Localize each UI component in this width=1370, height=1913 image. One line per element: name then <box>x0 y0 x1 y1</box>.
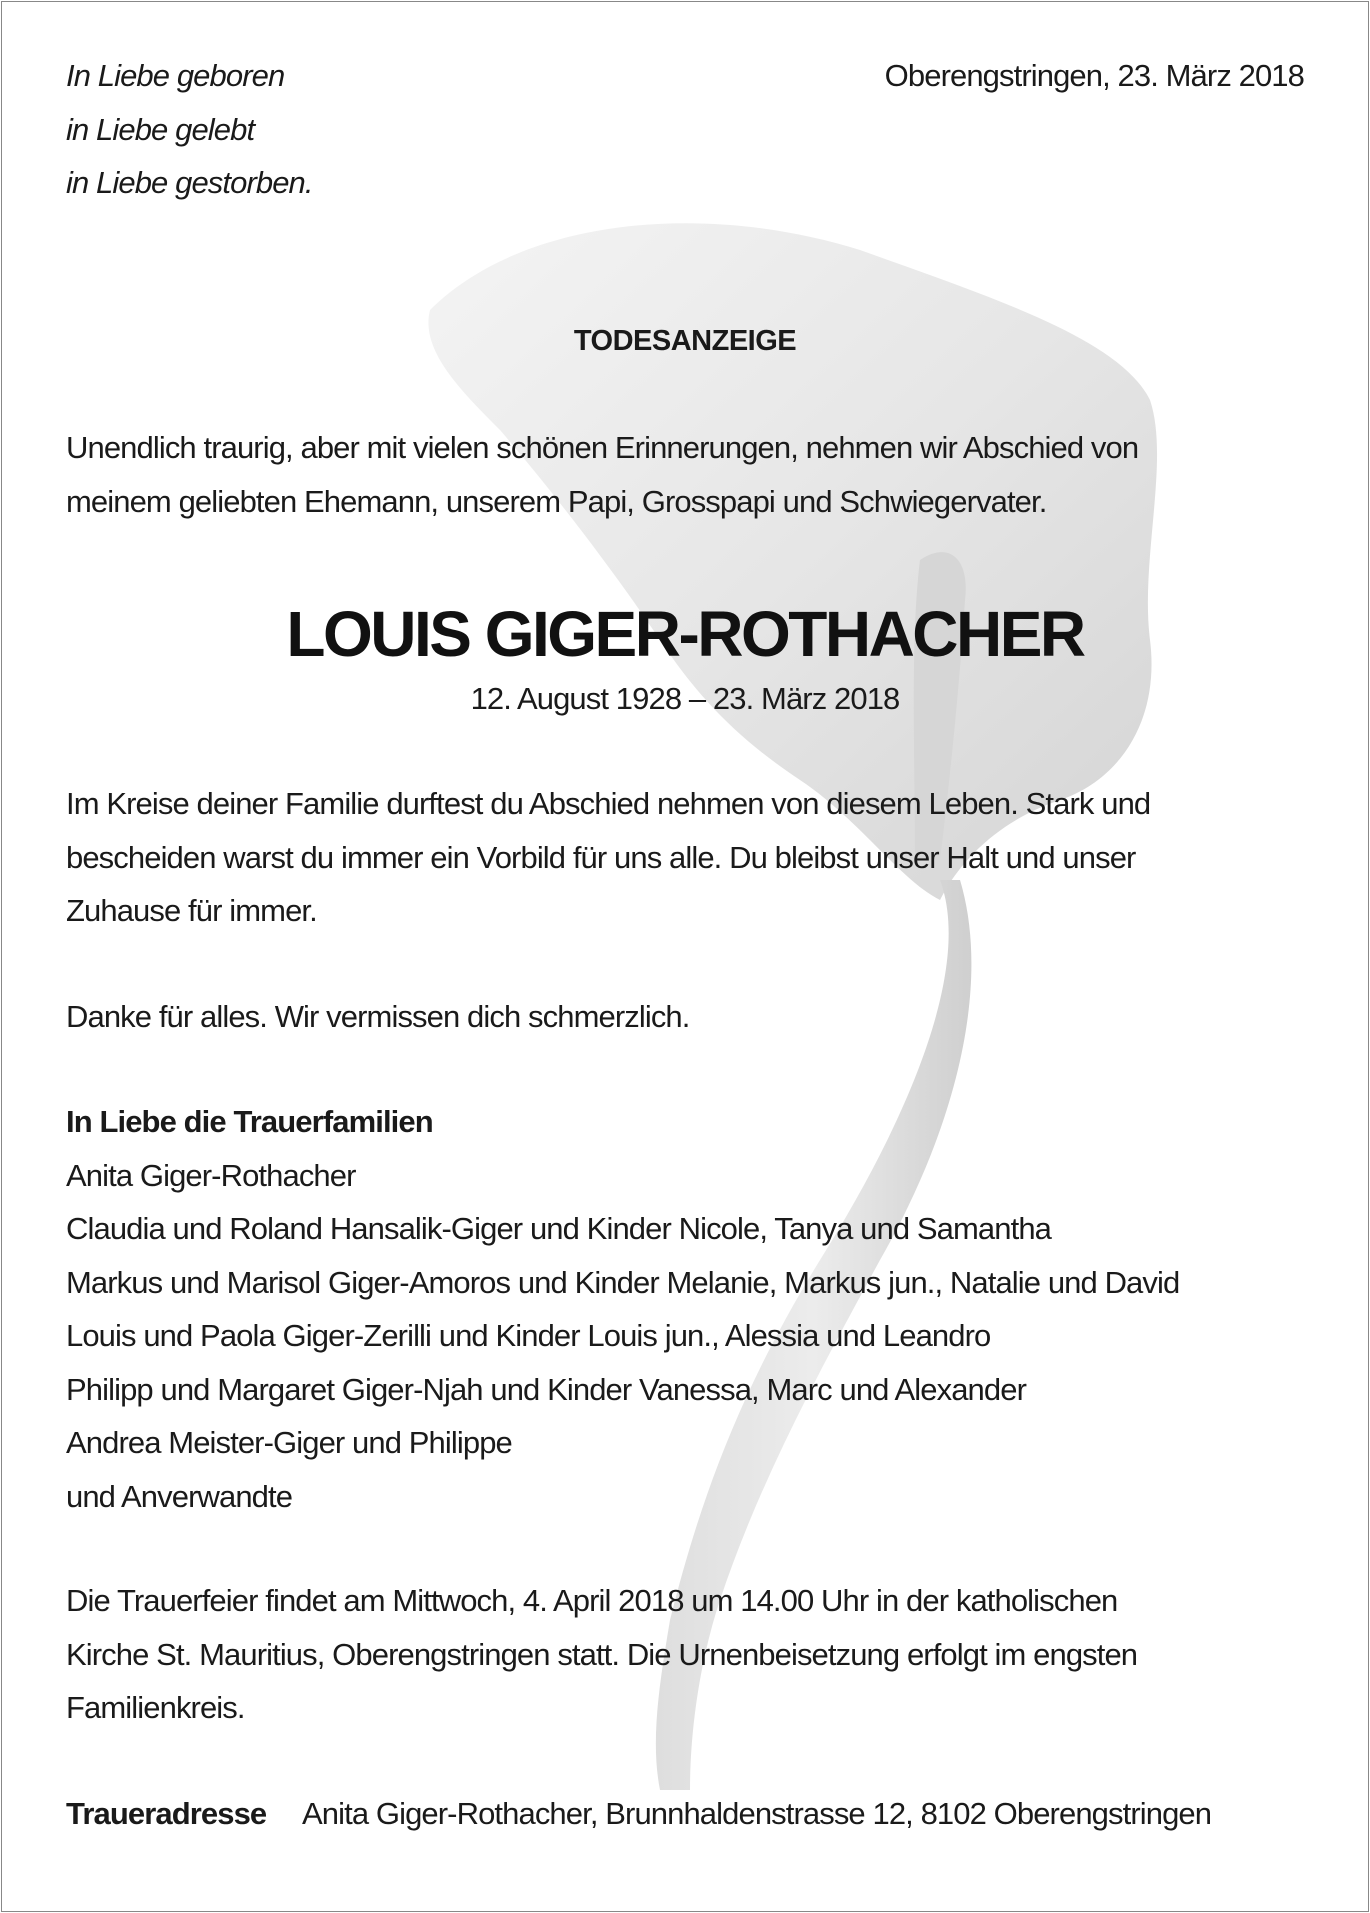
family-member: Andrea Meister-Giger und Philippe <box>66 1425 512 1460</box>
address-label: Traueradresse <box>66 1796 267 1831</box>
thanks: Danke für alles. Wir vermissen dich schmerzlich. <box>66 999 690 1034</box>
family-member: Philipp und Margaret Giger-Njah und Kinder Vanessa, Marc und Alexander <box>66 1371 1027 1407</box>
place-date: Oberengstringen, 23. März 2018 <box>884 58 1304 93</box>
address-value: Anita Giger-Rothacher, Brunnhaldenstrasse 12, 8102 Oberengstringen <box>302 1796 1212 1831</box>
tribute-line: Im Kreise deiner Familie durftest du Abschied nehmen von diesem Leben. Stark und <box>66 786 1151 821</box>
motto <box>66 49 313 210</box>
intro-line: Unendlich traurig, aber mit vielen schönen Erinnerungen, nehmen wir Abschied von <box>66 430 1139 465</box>
family-list <box>66 1095 1179 1523</box>
tribute-line: bescheiden warst du immer ein Vorbild für uns alle. Du bleibst unser Halt und unser <box>66 839 1136 875</box>
ceremony <box>66 1574 1137 1735</box>
intro-line: meinem geliebten Ehemann, unserem Papi, Grosspapi und Schwiegervater. <box>66 483 1047 519</box>
family-member: Anita Giger-Rothacher <box>66 1157 356 1193</box>
family-heading: In Liebe die Trauerfamilien <box>66 1104 433 1139</box>
family-member: Markus und Marisol Giger-Amoros und Kinder Melanie, Markus jun., Natalie und David <box>66 1264 1180 1300</box>
life-dates: 12. August 1928 – 23. März 2018 <box>470 681 900 716</box>
ceremony-line: Die Trauerfeier findet am Mittwoch, 4. April 2018 um 14.00 Uhr in der katholischen <box>66 1583 1118 1618</box>
ceremony-line: Familienkreis. <box>66 1690 245 1725</box>
tribute <box>66 777 1150 938</box>
family-member: und Anverwandte <box>66 1478 293 1514</box>
motto-line: in Liebe gelebt <box>66 111 255 147</box>
family-member: Claudia und Roland Hansalik-Giger und Kinder Nicole, Tanya und Samantha <box>66 1211 1051 1246</box>
intro <box>66 421 1138 528</box>
deceased-name: LOUIS GIGER-ROTHACHER <box>286 598 1084 670</box>
tribute-line: Zuhause für immer. <box>66 893 317 928</box>
motto-line: in Liebe gestorben. <box>66 165 313 200</box>
family-member: Louis und Paola Giger-Zerilli und Kinder Louis jun., Alessia und Leandro <box>66 1318 991 1353</box>
mourning-address <box>66 1787 1211 1841</box>
ceremony-line: Kirche St. Mauritius, Oberengstringen statt. Die Urnenbeisetzung erfolgt im engsten <box>66 1636 1138 1672</box>
motto-line: In Liebe geboren <box>66 58 285 93</box>
heading: TODESANZEIGE <box>573 325 797 357</box>
